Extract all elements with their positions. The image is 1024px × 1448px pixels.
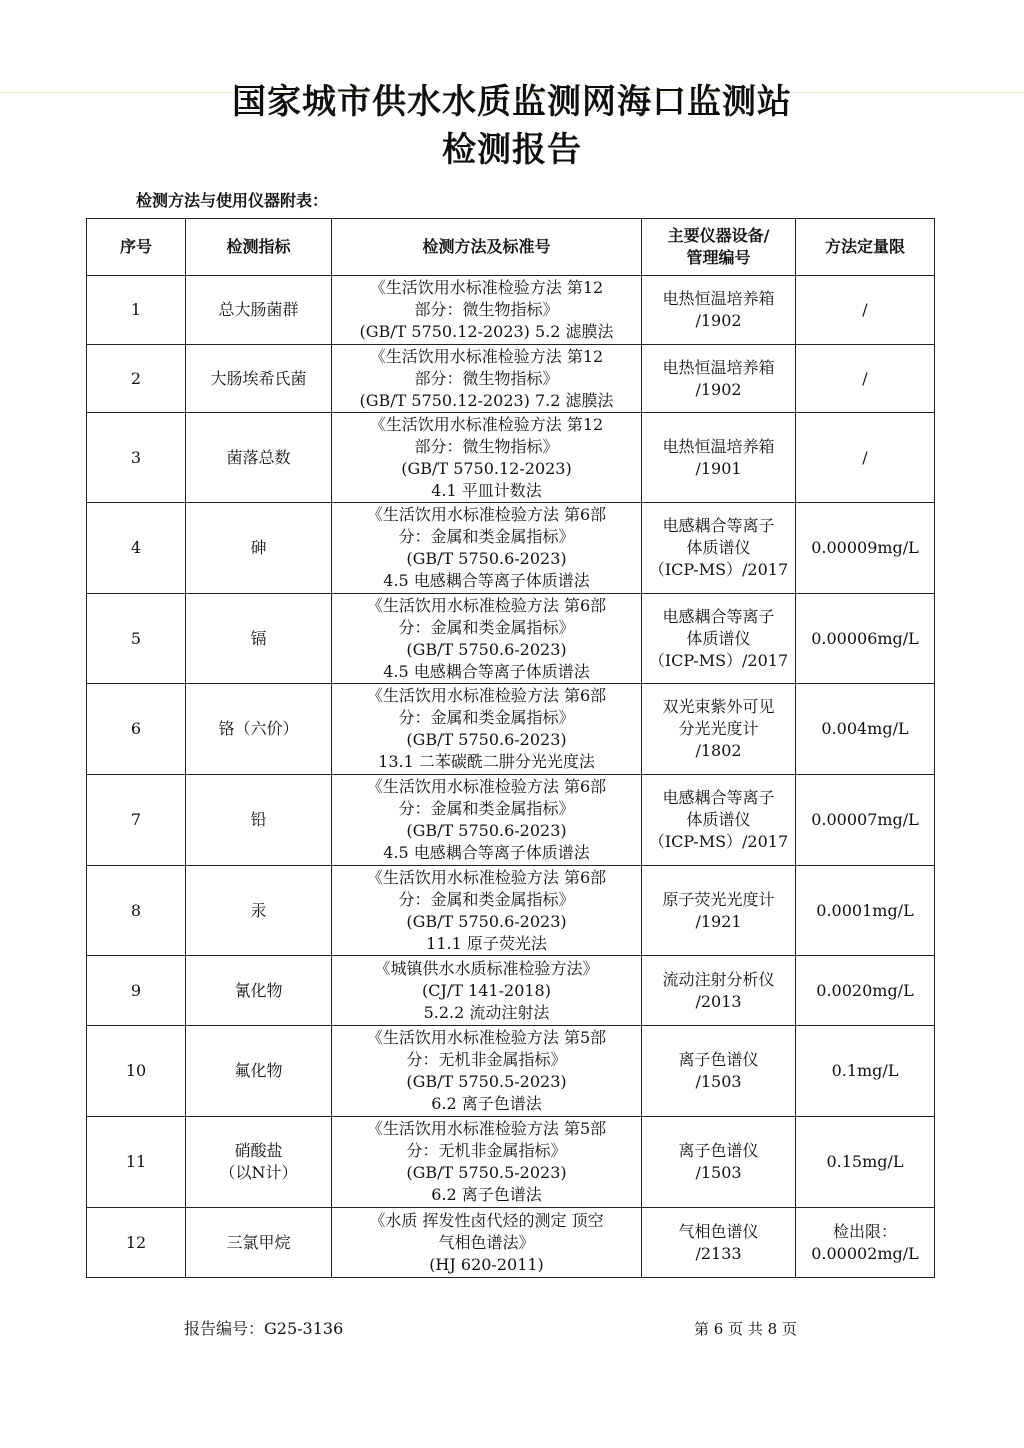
method-cell-line: (GB/T 5750.6-2023) (406, 730, 567, 749)
table-row (87, 503, 935, 594)
instrument-cell-line: /2133 (695, 1243, 742, 1263)
indicator-cell-line: 三氯甲烷 (226, 1232, 291, 1252)
method-cell-line: 6.2 离子色谱法 (431, 1185, 542, 1204)
indicator-cell-line: 大肠埃希氏菌 (210, 368, 307, 388)
limit-cell-line: 0.00002mg/L (811, 1243, 919, 1263)
row-number: 7 (87, 775, 186, 866)
instrument-cell (642, 594, 796, 684)
limit-cell (796, 276, 935, 345)
limit-cell-line: 0.0001mg/L (816, 900, 914, 920)
method-cell-line: 《生活饮用水标准检验方法 第6部 (366, 595, 607, 615)
indicator-cell-line: 总大肠菌群 (218, 300, 299, 319)
table-caption: 检测方法与使用仪器附表： (136, 191, 329, 210)
indicator-cell-line: 菌落总数 (226, 447, 291, 467)
method-cell-line: 4.5 电感耦合等离子体质谱法 (383, 843, 590, 862)
method-cell-line: 分：金属和类金属指标》 (398, 527, 575, 546)
indicator-cell (186, 775, 332, 866)
methods-instruments-table (86, 218, 935, 1278)
instrument-cell (642, 503, 796, 594)
instrument-cell-line: 分光光度计 (678, 719, 759, 738)
instrument-cell-line: 体质谱仪 (686, 810, 751, 829)
table-row (87, 775, 935, 866)
method-cell-line: (GB/T 5750.6-2023) (406, 549, 567, 568)
header-method: 检测方法及标准号 (332, 219, 642, 276)
method-cell (332, 956, 642, 1026)
method-cell-line: 部分：微生物指标》 (414, 300, 559, 319)
row-number: 4 (87, 503, 186, 594)
method-cell-line: (GB/T 5750.6-2023) (406, 639, 567, 659)
indicator-cell (186, 413, 332, 503)
instrument-cell-line: /1503 (695, 1072, 742, 1091)
method-cell-line: (GB/T 5750.5-2023) (406, 1163, 567, 1182)
method-cell-line: 《生活饮用水标准检验方法 第12 (369, 346, 604, 366)
instrument-cell-line: 电热恒温培养箱 (662, 289, 775, 308)
method-cell-line: 《城镇供水水质标准检验方法》 (374, 958, 599, 978)
method-cell-line: (HJ 620-2011) (429, 1254, 544, 1274)
limit-cell-line: 0.00009mg/L (811, 538, 919, 557)
instrument-cell (642, 775, 796, 866)
table-row (87, 1117, 935, 1208)
method-cell-line: 分：金属和类金属指标》 (398, 799, 575, 818)
instrument-cell (642, 956, 796, 1026)
header-instrument-line: 主要仪器设备/ (667, 226, 770, 245)
instrument-cell-line: 电感耦合等离子 (662, 606, 775, 626)
method-cell-line: 分：无机非金属指标》 (406, 1050, 567, 1069)
method-cell-line: 《生活饮用水标准检验方法 第6部 (366, 777, 607, 796)
method-cell-line: (GB/T 5750.5-2023) (406, 1072, 567, 1091)
instrument-cell (642, 1208, 796, 1278)
method-cell-line: 13.1 二苯碳酰二肼分光光度法 (378, 752, 595, 771)
indicator-cell (186, 594, 332, 684)
indicator-cell-line: 铅 (250, 810, 267, 829)
limit-cell (796, 775, 935, 866)
method-cell-line: (GB/T 5750.12-2023) (401, 458, 572, 478)
method-cell-line: 11.1 原子荧光法 (426, 933, 547, 953)
method-cell (332, 1117, 642, 1208)
limit-cell (796, 1026, 935, 1117)
header-instrument-line: 管理编号 (686, 248, 751, 267)
row-number: 12 (87, 1208, 186, 1278)
page-number: 第 6 页 共 8 页 (694, 1320, 797, 1338)
instrument-cell-line: 流动注射分析仪 (662, 969, 775, 989)
limit-cell-line: 0.0020mg/L (816, 980, 914, 1000)
limit-cell (796, 594, 935, 684)
method-cell-line: 4.5 电感耦合等离子体质谱法 (383, 571, 590, 590)
method-cell-line: 部分：微生物指标》 (414, 436, 559, 456)
instrument-cell-line: 电感耦合等离子 (662, 788, 775, 807)
header-indicator: 检测指标 (186, 219, 332, 276)
method-cell-line: 分：金属和类金属指标》 (398, 617, 575, 637)
indicator-cell (186, 956, 332, 1026)
table-row (87, 594, 935, 684)
instrument-cell-line: （ICP-MS）/2017 (648, 832, 789, 851)
instrument-cell-line: （ICP-MS）/2017 (648, 650, 789, 670)
instrument-cell (642, 1026, 796, 1117)
indicator-cell-line: 砷 (250, 538, 267, 557)
indicator-cell-line: 铬（六价） (218, 719, 299, 738)
indicator-cell (186, 1208, 332, 1278)
row-number: 1 (87, 276, 186, 345)
table-row (87, 1208, 935, 1278)
method-cell (332, 345, 642, 413)
instrument-cell (642, 866, 796, 956)
method-cell-line: 6.2 离子色谱法 (431, 1094, 542, 1113)
indicator-cell (186, 1117, 332, 1208)
indicator-cell-line: 镉 (250, 628, 267, 648)
row-number: 10 (87, 1026, 186, 1117)
table-row (87, 956, 935, 1026)
indicator-cell (186, 684, 332, 775)
method-cell-line: 部分：微生物指标》 (414, 368, 559, 388)
indicator-cell (186, 866, 332, 956)
indicator-cell-line: 硝酸盐 (234, 1141, 283, 1160)
row-number: 5 (87, 594, 186, 684)
indicator-cell-line: 汞 (250, 900, 267, 920)
instrument-cell (642, 684, 796, 775)
method-cell (332, 684, 642, 775)
instrument-cell-line: 离子色谱仪 (678, 1050, 759, 1069)
limit-cell (796, 1208, 935, 1278)
instrument-cell (642, 345, 796, 413)
header-limit: 方法定量限 (796, 219, 935, 276)
indicator-cell (186, 1026, 332, 1117)
instrument-cell-line: 电热恒温培养箱 (662, 436, 775, 456)
method-cell (332, 775, 642, 866)
instrument-cell (642, 413, 796, 503)
method-cell-line: 分：金属和类金属指标》 (398, 889, 575, 909)
limit-cell-line: 0.15mg/L (826, 1152, 904, 1171)
method-cell-line: 4.1 平皿计数法 (431, 480, 542, 500)
instrument-cell-line: /1503 (695, 1163, 742, 1182)
limit-cell-line: 0.00006mg/L (811, 628, 919, 648)
header-instrument (642, 219, 796, 276)
method-cell-line: (CJ/T 141-2018) (422, 980, 551, 1000)
method-cell-line: 《生活饮用水标准检验方法 第12 (369, 278, 604, 297)
row-number: 2 (87, 345, 186, 413)
instrument-cell-line: /1902 (695, 379, 742, 399)
method-cell-line: 4.5 电感耦合等离子体质谱法 (383, 661, 590, 681)
indicator-cell (186, 345, 332, 413)
table-row (87, 1026, 935, 1117)
instrument-cell-line: /1902 (695, 311, 742, 330)
table-row (87, 276, 935, 345)
instrument-cell-line: /1901 (695, 458, 742, 478)
limit-cell (796, 956, 935, 1026)
method-cell-line: (GB/T 5750.12-2023) 5.2 滤膜法 (359, 322, 614, 341)
method-cell-line: 《生活饮用水标准检验方法 第6部 (366, 505, 607, 524)
limit-cell (796, 413, 935, 503)
method-cell (332, 866, 642, 956)
method-cell-line: 《生活饮用水标准检验方法 第6部 (366, 867, 607, 887)
table-row (87, 413, 935, 503)
method-cell-line: (GB/T 5750.6-2023) (406, 821, 567, 840)
limit-cell-line: 检出限： (832, 1221, 897, 1241)
instrument-cell-line: /1921 (695, 911, 742, 931)
limit-cell-line: 0.004mg/L (821, 719, 909, 738)
method-cell-line: 《生活饮用水标准检验方法 第5部 (366, 1119, 607, 1138)
limit-cell (796, 684, 935, 775)
row-number: 6 (87, 684, 186, 775)
instrument-cell-line: 电热恒温培养箱 (662, 357, 775, 377)
instrument-cell (642, 1117, 796, 1208)
table-row (87, 684, 935, 775)
limit-cell (796, 866, 935, 956)
limit-cell-line: 0.00007mg/L (811, 810, 919, 829)
method-cell-line: 分：无机非金属指标》 (406, 1141, 567, 1160)
indicator-cell-line: （以N计） (219, 1163, 298, 1182)
row-number: 11 (87, 1117, 186, 1208)
method-cell (332, 503, 642, 594)
table-row (87, 345, 935, 413)
method-cell-line: 分：金属和类金属指标》 (398, 708, 575, 727)
method-cell (332, 276, 642, 345)
report-number: 报告编号：G25-3136 (184, 1319, 344, 1338)
instrument-cell-line: 体质谱仪 (686, 538, 751, 557)
instrument-cell-line: /2013 (695, 991, 742, 1011)
instrument-cell (642, 276, 796, 345)
instrument-cell-line: 原子荧光光度计 (662, 889, 775, 909)
indicator-cell-line: 氰化物 (234, 980, 283, 1000)
instrument-cell-line: /1802 (695, 741, 742, 760)
method-cell-line: 《水质 挥发性卤代烃的测定 顶空 (369, 1210, 604, 1230)
limit-cell (796, 503, 935, 594)
indicator-cell (186, 276, 332, 345)
header-no: 序号 (87, 219, 186, 276)
instrument-cell-line: 电感耦合等离子 (662, 516, 775, 535)
indicator-cell-line: 氟化物 (234, 1061, 283, 1080)
row-number: 3 (87, 413, 186, 503)
indicator-cell (186, 503, 332, 594)
method-cell (332, 1026, 642, 1117)
method-cell-line: (GB/T 5750.12-2023) 7.2 滤膜法 (359, 390, 614, 410)
method-cell (332, 1208, 642, 1278)
method-cell-line: 5.2.2 流动注射法 (423, 1002, 550, 1022)
method-cell-line: 《生活饮用水标准检验方法 第12 (369, 414, 604, 434)
method-cell-line: 气相色谱法》 (438, 1232, 535, 1252)
table-row (87, 866, 935, 956)
instrument-cell-line: 双光束紫外可见 (662, 697, 775, 716)
method-cell-line: 《生活饮用水标准检验方法 第5部 (366, 1028, 607, 1047)
report-title: 检测报告 (442, 130, 582, 170)
limit-cell (796, 1117, 935, 1208)
method-cell (332, 413, 642, 503)
limit-cell-line: / (862, 368, 868, 388)
limit-cell-line: 0.1mg/L (831, 1061, 899, 1080)
limit-cell-line: / (862, 300, 868, 319)
report-org-title: 国家城市供水水质监测网海口监测站 (232, 82, 792, 122)
row-number: 9 (87, 956, 186, 1026)
method-cell-line: 《生活饮用水标准检验方法 第6部 (366, 686, 607, 705)
limit-cell-line: / (862, 447, 868, 467)
table-header-row (87, 219, 935, 276)
instrument-cell-line: 体质谱仪 (686, 628, 751, 648)
instrument-cell-line: 气相色谱仪 (678, 1221, 759, 1241)
row-number: 8 (87, 866, 186, 956)
method-cell-line: (GB/T 5750.6-2023) (406, 911, 567, 931)
limit-cell (796, 345, 935, 413)
instrument-cell-line: 离子色谱仪 (678, 1141, 759, 1160)
method-cell (332, 594, 642, 684)
instrument-cell-line: （ICP-MS）/2017 (648, 560, 789, 579)
